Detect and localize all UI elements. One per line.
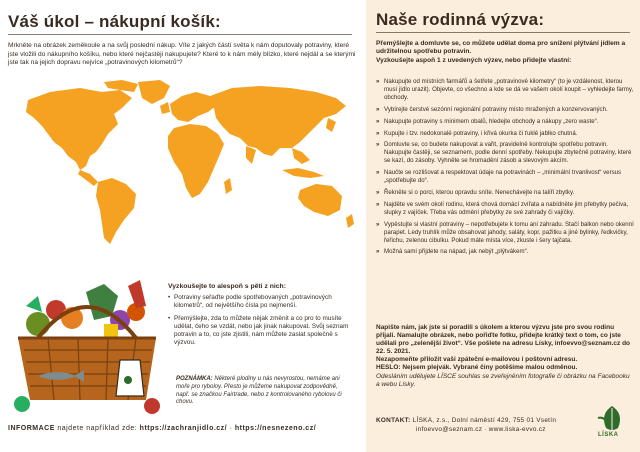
- challenge-item: » Najděte ve svém okolí rodinu, která chová domácí zvířata a nabídněte jim přebytky pečiva, slupky z vajíček. Třeba vás odmění přebytky ze své zahrady či vajíčky.: [376, 201, 636, 217]
- challenge-item: » Možná sami přijdete na nápad, jak nebýt „plýtvákem“.: [376, 248, 636, 256]
- info-link-zachranjidlo[interactable]: https://zachranjidlo.cz/: [139, 425, 228, 432]
- challenge-item: » Kupujte i tzv. nedokonalé potraviny, i křivá okurka či ťuklé jablko chutná.: [376, 130, 636, 138]
- contact-address: LÍSKA, z.s., Dolní náměstí 429, 755 01 Vsetín: [410, 417, 557, 424]
- contact-label: KONTAKT:: [376, 417, 411, 424]
- challenge-item: » Vypěstujte si vlastní potraviny – nepotřebujete k tomu ani zahradu. Stačí balkon nebo okenní parapet. Ledy truhlík může obsahovat jahody, saláty, kopr, pažitku a jiné bylinky, ředkvičky, řeřichu, zelenou cibulku. Pokud máte místa více, zkuste i šery tajčata.: [376, 221, 636, 245]
- info-link-nesnezeno[interactable]: https://nesnezeno.cz/: [234, 425, 317, 432]
- challenge-item: » Nakupujte od místních farmářů a šetřete „potravinové kilometry“ (to je vzdálenost, kterou musí jídlo urazit). Objevte, co všechno a kde se dá ve vašem okolí koupit – vyhledejte farmy, obchody.: [376, 78, 636, 102]
- challenge-item: » Naučte se rozlišovat a respektovat údaje na potravinách – „minimální trvanlivost“ versus „spotřebujte do“.: [376, 169, 636, 185]
- task-item: • Přemýšlejte, zda to můžete nějak změnit a co pro to musíte udělat, čeho se vzdát, nebo jak jinak nakupovat. Svůj seznam potravin a to, co jste zjistili, nám můžete zaslat společně s výzvou.: [168, 315, 354, 348]
- challenge-item: » Domluvte se, co budete nakupovat a vařit, pravidelně kontrolujte spotřebu potravin. Nakupujte častěji, se seznamem, podle denní spotřeby. Nekupujte zbytečně potraviny, které se kazí, do zásoby. Vyhněte se hromadění zásob a slevovým akcím.: [376, 141, 636, 165]
- intro-text: Mrkněte na obrázek zeměkoule a na svůj poslední nákup. Víte z jakých částí světa k nám doputovaly potraviny, které jste vložili do nákupního košíku, nebo které nejčastěji nakupujete? Které to k nám měly blízko, které nejdál a se kterými jste tak na jejich dopravu nejvíce „potravinových kilometrů“?: [8, 42, 356, 67]
- task-item: • Potraviny seřaďte podle spotřebovaných „potravinových kilometrů“, od největšího čísla po nejmenší.: [168, 294, 354, 310]
- contact-footer: [376, 416, 596, 434]
- task-list: [168, 294, 354, 347]
- title-underline: [8, 34, 352, 35]
- challenge-item: » Nakupujte potraviny s minimem obalů, hledejte obchody a nákupy „zero waste“.: [376, 118, 636, 126]
- note-body: Některé plodiny u nás nevyrostou, nemáme ani moře pro ryboloy. Přesto je můžeme nakupovat zodpovědně, např. se značkou Fairtrade, nebo z kontrolovaného rybolovu či chovu.: [176, 376, 342, 406]
- submission-instructions: Napište nám, jak jste si poradili s úkolem a kterou výzvu jste pro svou rodinu přijali. Namalujte obrázek, nebo pořiďte fotku, přidejte krátký text o tom, co jste udělali pro „zelenější život“. Vše pošlete na adresu Lísky, infoevvo@seznam.cz do 22. 5. 2021.: [376, 324, 631, 356]
- world-map-image: [10, 78, 356, 248]
- info-text: najdete například zde:: [54, 425, 140, 432]
- challenge-intro: [376, 40, 634, 65]
- slogan: HESLO: Nejsem plejvák. Vybrané činy potěšíme malou odměnou.: [376, 364, 578, 372]
- challenge-title: Naše rodinná výzva:: [376, 10, 545, 29]
- note-text: [176, 376, 352, 407]
- shopping-basket-image: [8, 276, 166, 416]
- challenge-intro-2: Vyzkoušejte aspoň 1 z uvedených výzev, nebo přidejte vlastní:: [376, 56, 572, 64]
- info-separator: ·: [227, 425, 235, 432]
- address-reminder: Nezapomeňte přiložit vaši zpáteční e-mailovou i poštovní adresu.: [376, 356, 578, 364]
- submission-info: [376, 324, 634, 389]
- task-box: [168, 283, 354, 351]
- challenge-list: [376, 78, 636, 260]
- note-label: POZNÁMKA:: [176, 376, 213, 382]
- right-panel: [366, 0, 640, 452]
- liska-logo: [590, 404, 634, 448]
- logo-text: LÍSKA: [598, 432, 619, 438]
- hazelnut-leaf-icon: [590, 404, 634, 434]
- contact-links[interactable]: infoevvo@seznam.cz · www.liska-evvo.cz: [416, 426, 546, 433]
- task-title: Váš úkol – nákupní košík:: [8, 12, 221, 31]
- task-heading: Vyzkoušejte to alespoň s pěti z nich:: [168, 283, 286, 290]
- info-footer: [8, 425, 360, 432]
- challenge-item: » Vybírejte čerstvé sezónní regionální potraviny místo mražených a konzervovaných.: [376, 106, 636, 114]
- info-label: INFORMACE: [8, 425, 55, 432]
- title-underline: [376, 32, 630, 33]
- challenge-item: » Řekněte si o porci, kterou opravdu sníte. Nenechávejte na talíři zbytky.: [376, 189, 636, 197]
- consent-note: Odesláním udělujete LÍSCE souhlas se zveřejněním fotografie či obrázku na Facebooku a webu Lísky.: [376, 372, 630, 388]
- challenge-intro-1: Přemýšlejte a domluvte se, co můžete udělat doma pro snížení plýtvání jídlem a udržitelnou spotřebu potravin.: [376, 40, 626, 56]
